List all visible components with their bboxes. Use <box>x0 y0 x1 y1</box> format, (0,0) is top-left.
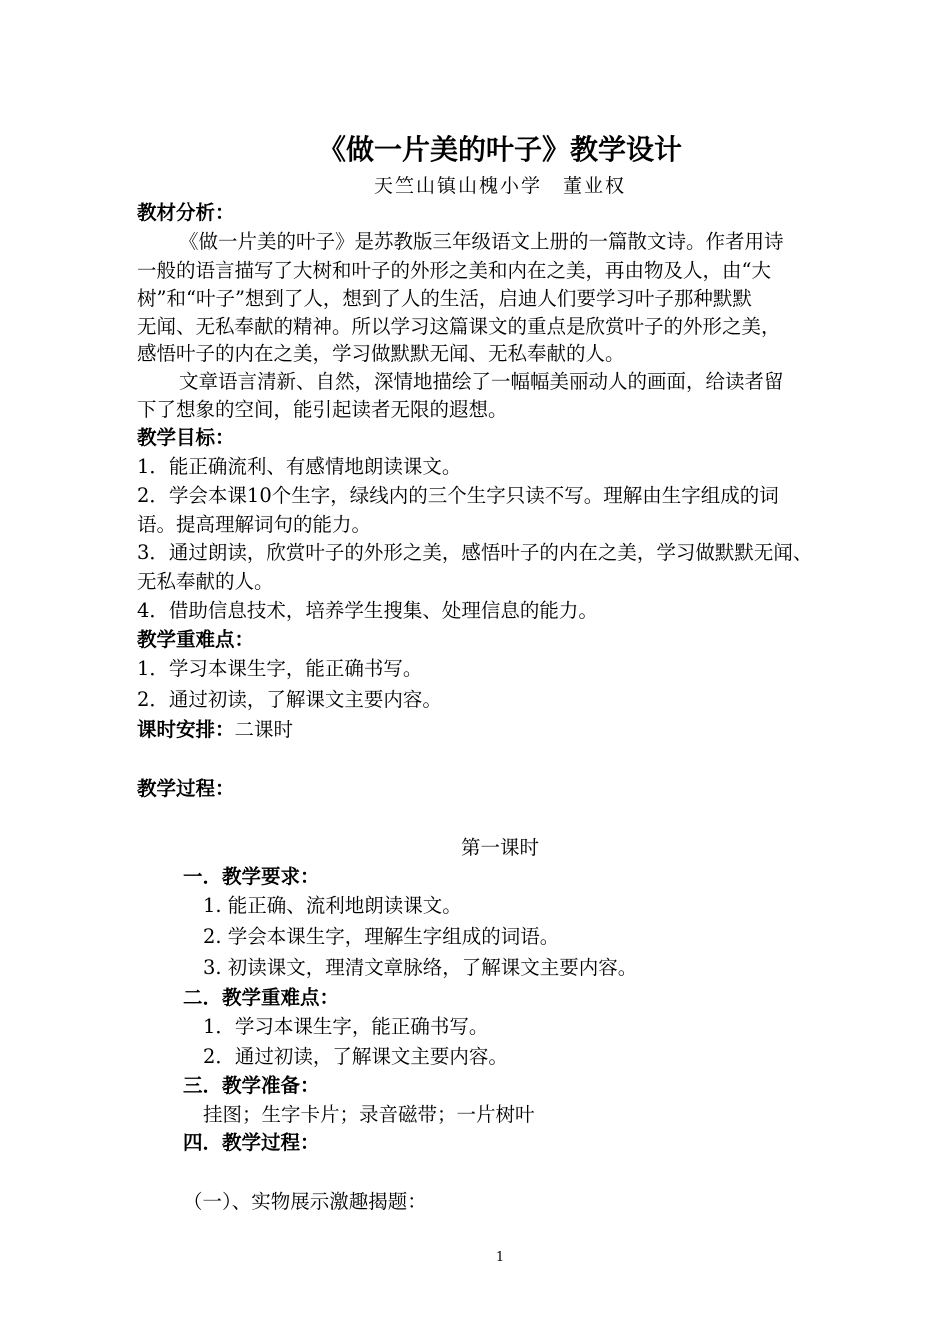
analysis-line: 文章语言清新、自然，深情地描绘了一幅幅美丽动人的画面，给读者留 <box>179 370 784 393</box>
analysis-line: 无闻、无私奉献的精神。所以学习这篇课文的重点是欣赏叶子的外形之美， <box>137 315 781 338</box>
schedule-heading: 课时安排： <box>137 718 235 741</box>
lesson-key-point-line: 2．通过初读，了解课文主要内容。 <box>203 1045 508 1068</box>
requirement-line: 3. 初读课文，理清文章脉络，了解课文主要内容。 <box>203 956 638 979</box>
goals-heading: 教学目标： <box>137 426 235 449</box>
analysis-line: 一般的语言描写了大树和叶子的外形之美和内在之美，再由物及人，由“大 <box>137 259 771 282</box>
schedule-line <box>137 715 293 744</box>
analysis-line: 《做一片美的叶子》是苏教版三年级语文上册的一篇散文诗。作者用诗 <box>179 230 784 253</box>
goal-line: 语。提高理解词句的能力。 <box>137 513 372 536</box>
goal-line: 2．学会本课10个生字，绿线内的三个生字只读不写。理解由生字组成的词 <box>137 484 779 507</box>
analysis-line: 树”和“叶子”想到了人，想到了人的生活，启迪人们要学习叶子那种默默 <box>137 287 752 310</box>
requirements-heading: 一．教学要求： <box>183 865 320 888</box>
goal-line: 3．通过朗读，欣赏叶子的外形之美，感悟叶子的内在之美，学习做默默无闻、 <box>137 541 813 564</box>
document-title: 《做一片美的叶子》教学设计 <box>317 133 682 166</box>
analysis-heading: 教材分析： <box>137 201 235 224</box>
goal-line: 1．能正确流利、有感情地朗读课文。 <box>137 455 462 478</box>
goal-line: 无私奉献的人。 <box>137 570 274 593</box>
key-point-line: 2．通过初读，了解课文主要内容。 <box>137 688 442 711</box>
schedule-value: 二课时 <box>234 718 294 741</box>
preparation-heading: 三．教学准备： <box>183 1074 320 1097</box>
requirement-line: 1. 能正确、流利地朗读课文。 <box>203 894 462 917</box>
page-number: 1 <box>495 1250 505 1265</box>
author-line: 天竺山镇山槐小学 董业权 <box>373 175 626 197</box>
lesson-title: 第一课时 <box>460 836 539 859</box>
analysis-line: 感悟叶子的内在之美，学习做默默无闻、无私奉献的人。 <box>137 342 625 365</box>
process-heading: 教学过程： <box>137 777 235 800</box>
lesson-key-point-line: 1．学习本课生字，能正确书写。 <box>203 1015 489 1038</box>
lesson-process-heading: 四．教学过程： <box>183 1131 320 1154</box>
key-point-line: 1．学习本课生字，能正确书写。 <box>137 657 423 680</box>
key-points-heading: 教学重难点： <box>137 628 255 651</box>
requirement-line: 2. 学会本课生字，理解生字组成的词语。 <box>203 925 560 948</box>
analysis-line: 下了想象的空间，能引起读者无限的遐想。 <box>137 398 508 421</box>
step-heading: （一）、实物展示激趣揭题： <box>183 1190 427 1213</box>
preparation-text: 挂图；生字卡片；录音磁带；一片树叶 <box>203 1103 535 1126</box>
goal-line: 4．借助信息技术，培养学生搜集、处理信息的能力。 <box>137 599 598 622</box>
lesson-key-points-heading: 二．教学重难点： <box>183 986 340 1009</box>
